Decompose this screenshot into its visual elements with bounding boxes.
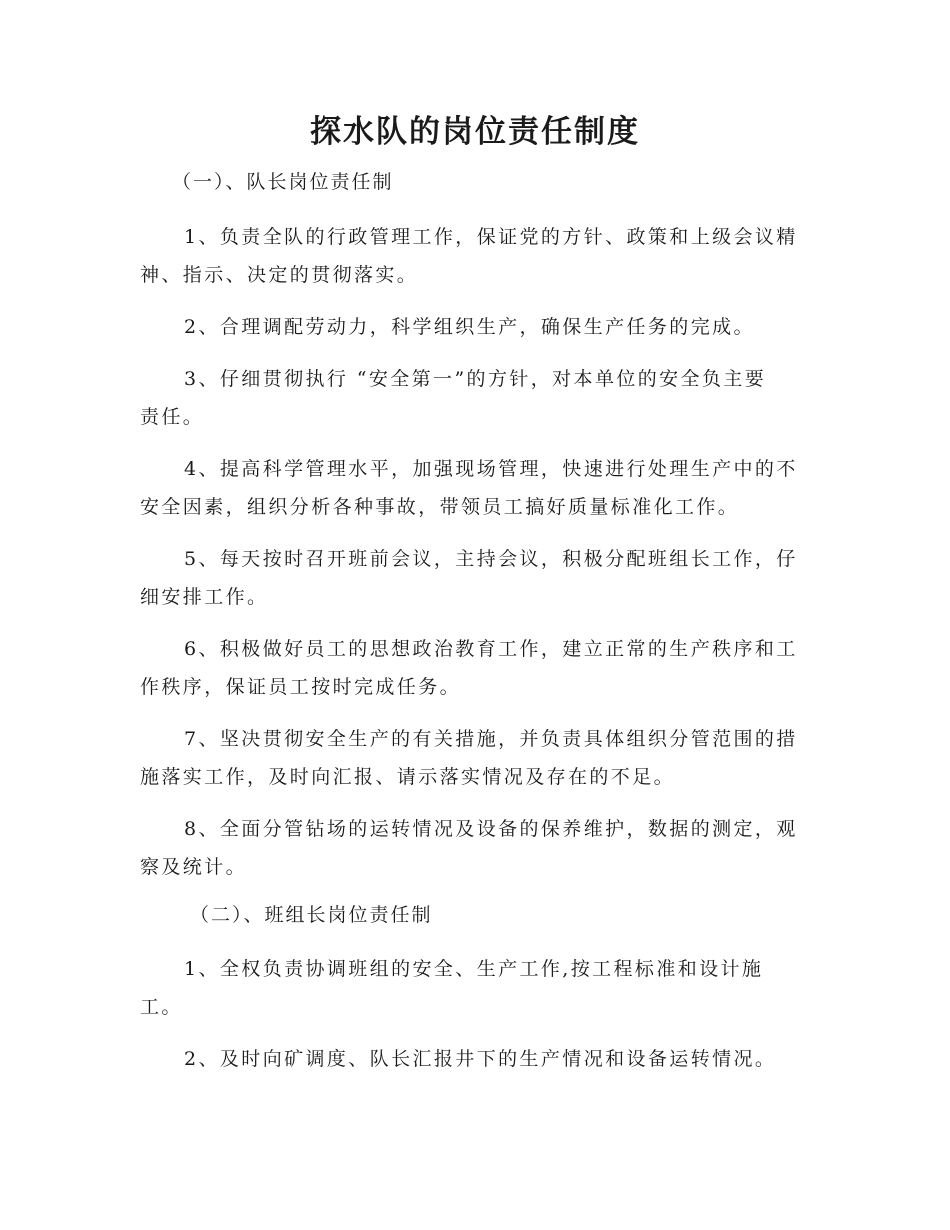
item-line: 施落实工作，及时向汇报、请示落实情况及存在的不足。 — [140, 766, 676, 788]
list-item — [140, 450, 820, 526]
item-line: 5、每天按时召开班前会议，主持会议，积极分配班组长工作，仔 — [184, 548, 798, 570]
list-item — [140, 630, 820, 706]
item-line: 2、合理调配劳动力，科学组织生产，确保生产任务的完成。 — [184, 316, 755, 338]
item-line: 神、指示、决定的贯彻落实。 — [140, 264, 419, 286]
list-item — [140, 720, 820, 796]
item-line: 8、全面分管钻场的运转情况及设备的保养维护，数据的测定，观 — [184, 818, 798, 840]
item-line: 1、全权负责协调班组的安全、生产工作,按工程标准和设计施 — [184, 958, 764, 980]
item-line: 作秩序，保证员工按时完成任务。 — [140, 676, 462, 698]
section-heading-team-leader: （二）、班组长岗位责任制 — [190, 904, 433, 926]
list-item — [140, 308, 820, 346]
item-line: 1、负责全队的行政管理工作，保证党的方针、政策和上级会议精 — [184, 226, 798, 248]
list-item — [140, 950, 820, 1026]
list-item — [140, 218, 820, 294]
list-item — [140, 360, 820, 436]
list-item — [140, 540, 820, 616]
list-item — [140, 810, 820, 886]
item-line: 2、及时向矿调度、队长汇报井下的生产情况和设备运转情况。 — [184, 1048, 777, 1070]
item-line: 3、仔细贯彻执行 “安全第一”的方针，对本单位的安全负主要 — [184, 368, 767, 390]
document-title: 探水队的岗位责任制度 — [310, 114, 640, 150]
item-line: 4、提高科学管理水平，加强现场管理，快速进行处理生产中的不 — [184, 458, 798, 480]
item-line: 7、坚决贯彻安全生产的有关措施，并负责具体组织分管范围的措 — [184, 728, 798, 750]
section-heading-leader: （一）、队长岗位责任制 — [172, 171, 394, 193]
item-line: 6、积极做好员工的思想政治教育工作，建立正常的生产秩序和工 — [184, 638, 798, 660]
item-line: 察及统计。 — [140, 856, 248, 878]
item-line: 细安排工作。 — [140, 586, 269, 608]
item-line: 安全因素，组织分析各种事故，带领员工搞好质量标准化工作。 — [140, 496, 740, 518]
item-line: 工。 — [140, 996, 183, 1018]
item-line: 责任。 — [140, 406, 205, 428]
list-item — [140, 1040, 820, 1078]
